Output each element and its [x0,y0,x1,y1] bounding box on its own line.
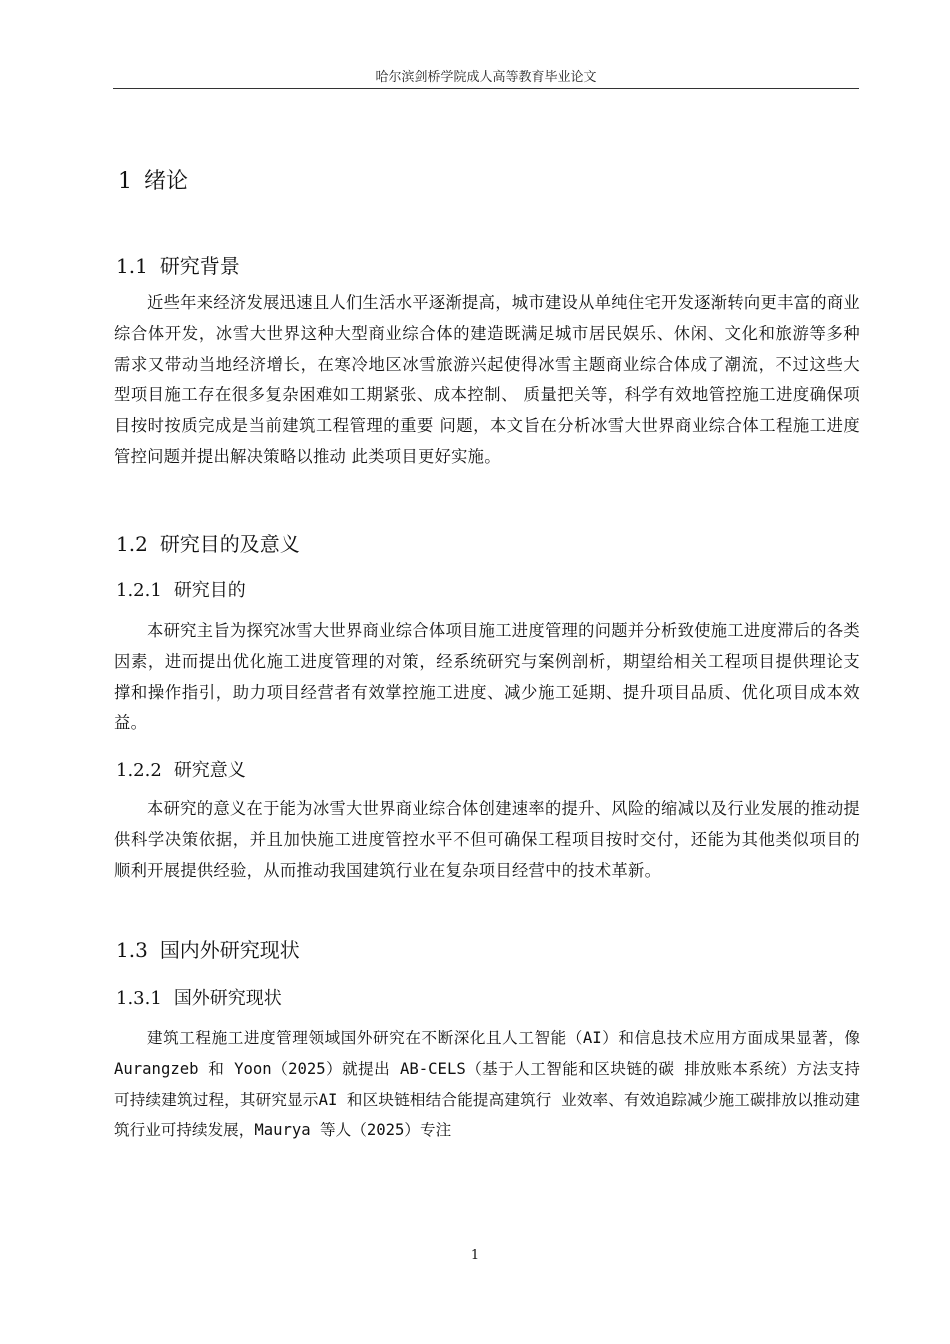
section-number: 1.3 [116,938,148,962]
section-number: 1.1 [116,254,148,278]
section-title: 研究目的及意义 [159,532,300,556]
paragraph-background: 近些年来经济发展迅速且人们生活水平逐渐提高，城市建设从单纯住宅开发逐渐转向更丰富的商业综合体开发，冰雪大世界这种大型商业综合体的建造既满足城市居民娱乐、休闲、文化和旅游等多种需求又带动当地经济增长，在寒冷地区冰雪旅游兴起使得冰雪主题商业综合体成了潮流，不过这些大型项目施工存在很多复杂困难如工期紧张、成本控制、 质量把关等，科学有效地管控施工进度确保项目按时按质完成是当前建筑工程管理的重要 问题，本文旨在分析冰雪大世界商业综合体工程施工进度管控问题并提出解决策略以推动 此类项目更好实施。 [114,293,860,466]
section-heading-1-3 [116,934,300,963]
page-number: 1 [470,1248,480,1263]
paragraph-purpose: 本研究主旨为探究冰雪大世界商业综合体项目施工进度管理的问题并分析致使施工进度滞后的各类因素，进而提出优化施工进度管理的对策，经系统研究与案例剖析，期望给相关工程项目提供理论支撑和操作指引，助力项目经营者有效掌控施工进度、减少施工延期、提升项目品质、优化项目成本效益。 [114,621,860,733]
paragraph-significance: 本研究的意义在于能为冰雪大世界商业综合体创建速率的提升、风险的缩减以及行业发展的推动提供科学决策依据，并且加快施工进度管控水平不但可确保工程项目按时交付，还能为其他类似项目的顺利开展提供经验，从而推动我国建筑行业在复杂项目经营中的技术革新。 [114,799,860,880]
section-heading-1-2-1 [116,576,246,602]
chapter-heading [118,164,188,195]
section-heading-1-1 [116,250,240,279]
section-title: 研究目的 [173,580,246,601]
section-title: 研究意义 [173,760,246,781]
section-title: 研究背景 [159,254,240,278]
section-number: 1.2 [116,532,148,556]
section-heading-1-3-1 [116,984,282,1010]
running-header: 哈尔滨剑桥学院成人高等教育毕业论文 [375,70,597,85]
section-title: 国内外研究现状 [159,938,300,962]
section-heading-1-2-2 [116,756,246,782]
section-number: 1.2.1 [116,580,162,601]
section-number: 1.2.2 [116,760,162,781]
header-rule [113,88,859,89]
paragraph-foreign-research: 建筑工程施工进度管理领域国外研究在不断深化且人工智能（AI）和信息技术应用方面成果显著，像 Aurangzeb 和 Yoon（2025）就提出 AB-CELS（基于人工智能和区块链的碳 排放账本系统）方法支持可持续建筑过程，其研究显示AI 和区块链相结合能提高建筑行 业效率、有效追踪减少施工碳排放以推动建筑行业可持续发展，Maurya 等人（2025）专注 [114,1029,860,1140]
chapter-number: 1 [118,169,132,194]
section-title: 国外研究现状 [173,988,282,1009]
section-number: 1.3.1 [116,988,162,1009]
section-heading-1-2 [116,528,300,557]
chapter-title: 绪论 [144,169,189,194]
